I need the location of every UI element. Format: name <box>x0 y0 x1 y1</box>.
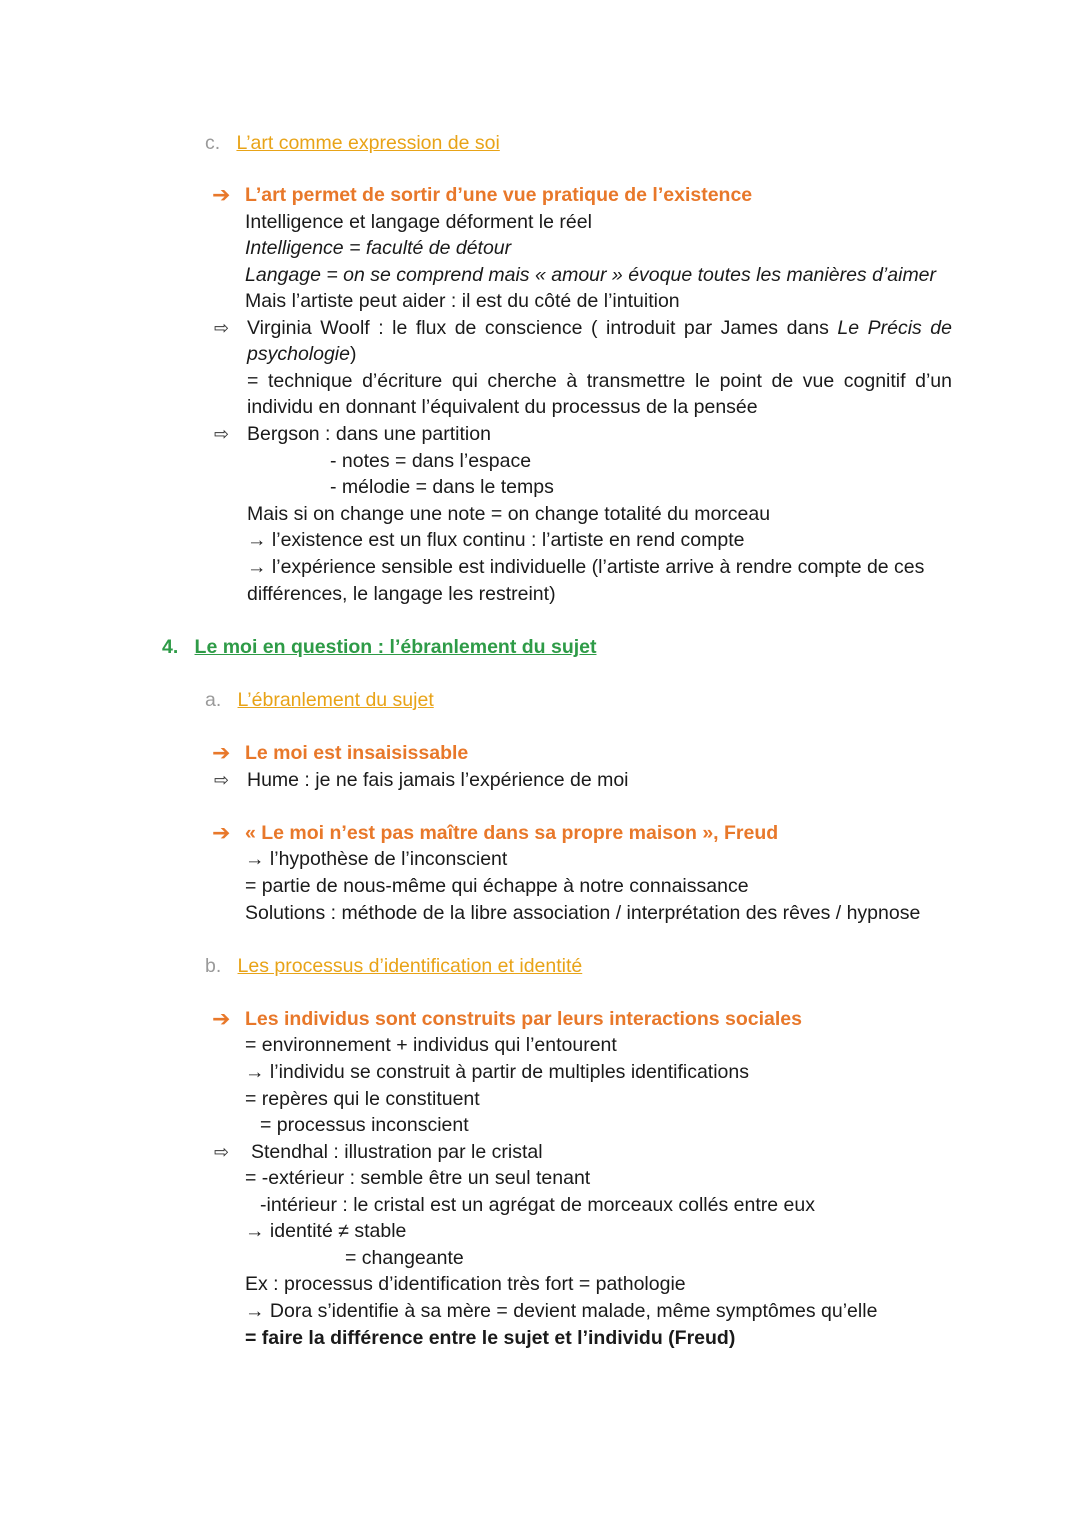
text-line: individu en donnant l’équivalent du processus de la pensée <box>247 396 758 418</box>
text-line: différences, le langage les restreint) <box>247 583 556 605</box>
point-heading: Le moi est insaisissable <box>245 742 469 764</box>
book-title: Le Précis de <box>837 317 952 339</box>
subsection-a-heading <box>205 687 434 713</box>
outline-arrow-icon: ⇨ <box>214 770 230 790</box>
paren-close: ) <box>349 343 357 365</box>
outline-arrow-icon: ⇨ <box>214 318 230 338</box>
text-line: = -extérieur : semble être un seul tenant <box>245 1167 591 1189</box>
text-line: = technique d’écriture qui cherche à transmettre le point de vue cognitif d’un <box>247 370 952 392</box>
bold-arrow-icon: ➔ <box>212 740 231 765</box>
text-line: Mais l’artiste peut aider : il est du côté de l’intuition <box>245 290 680 312</box>
bold-arrow-icon: ➔ <box>212 182 231 207</box>
bold-arrow-icon: ➔ <box>212 820 231 845</box>
text-line: = partie de nous-même qui échappe à notre connaissance <box>245 875 749 897</box>
subsection-title: L’ébranlement du sujet <box>237 689 434 711</box>
text-line: → l’individu se construit à partir de multiples identifications <box>245 1061 749 1083</box>
subsection-letter: a. <box>205 689 222 711</box>
woolf-text: Virginia Woolf : le flux de conscience ( introduit par James dans <box>247 317 829 339</box>
point-heading: L’art permet de sortir d’une vue pratique de l’existence <box>245 184 753 206</box>
section-number: 4. <box>162 636 179 658</box>
text-line: = changeante <box>345 1247 464 1269</box>
conclusion-line: = faire la différence entre le sujet et l’individu (Freud) <box>245 1327 736 1349</box>
book-title-cont: psychologie <box>247 343 350 365</box>
outline-arrow-icon: ⇨ <box>214 1142 230 1162</box>
text-line: = environnement + individus qui l’entourent <box>245 1034 617 1056</box>
text-line: = repères qui le constituent <box>245 1088 480 1110</box>
subsection-letter: b. <box>205 955 222 977</box>
subsection-title: Les processus d’identification et identité <box>237 955 583 977</box>
point-heading: « Le moi n’est pas maître dans sa propre maison », Freud <box>245 822 779 844</box>
subsection-c-heading <box>205 130 500 156</box>
text-line: → l’hypothèse de l’inconscient <box>245 848 508 870</box>
text-line: Solutions : méthode de la libre association / interprétation des rêves / hypnose <box>245 902 921 924</box>
text-line: → l’expérience sensible est individuelle (l’artiste arrive à rendre compte de ces <box>247 556 925 578</box>
text-line: → identité ≠ stable <box>245 1220 407 1242</box>
text-line <box>247 315 952 341</box>
text-line: - notes = dans l’espace <box>330 450 532 472</box>
outline-arrow-icon: ⇨ <box>214 424 230 444</box>
text-line: → Dora s’identifie à sa mère = devient malade, même symptômes qu’elle <box>245 1300 878 1322</box>
text-line: Intelligence et langage déforment le réel <box>245 211 592 233</box>
text-line: Langage = on se comprend mais « amour » évoque toutes les manières d’aimer <box>245 264 937 286</box>
text-line: - mélodie = dans le temps <box>330 476 554 498</box>
text-line: Ex : processus d’identification très fort = pathologie <box>245 1273 686 1295</box>
text-line: Intelligence = faculté de détour <box>245 237 512 259</box>
section-4-heading <box>162 634 597 660</box>
text-line: Bergson : dans une partition <box>247 423 491 445</box>
subsection-letter: c. <box>205 132 221 154</box>
text-line: Mais si on change une note = on change totalité du morceau <box>247 503 771 525</box>
text-line: -intérieur : le cristal est un agrégat de morceaux collés entre eux <box>260 1194 815 1216</box>
text-line: = processus inconscient <box>260 1114 469 1136</box>
text-line: → l’existence est un flux continu : l’artiste en rend compte <box>247 529 745 551</box>
point-heading: Les individus sont construits par leurs interactions sociales <box>245 1008 802 1030</box>
bold-arrow-icon: ➔ <box>212 1006 231 1031</box>
text-line <box>247 341 356 367</box>
text-line: Hume : je ne fais jamais l’expérience de moi <box>247 769 629 791</box>
section-title: Le moi en question : l’ébranlement du sujet <box>194 636 597 658</box>
subsection-b-heading <box>205 953 582 979</box>
subsection-title: L’art comme expression de soi <box>236 132 500 154</box>
text-line: Stendhal : illustration par le cristal <box>251 1141 543 1163</box>
